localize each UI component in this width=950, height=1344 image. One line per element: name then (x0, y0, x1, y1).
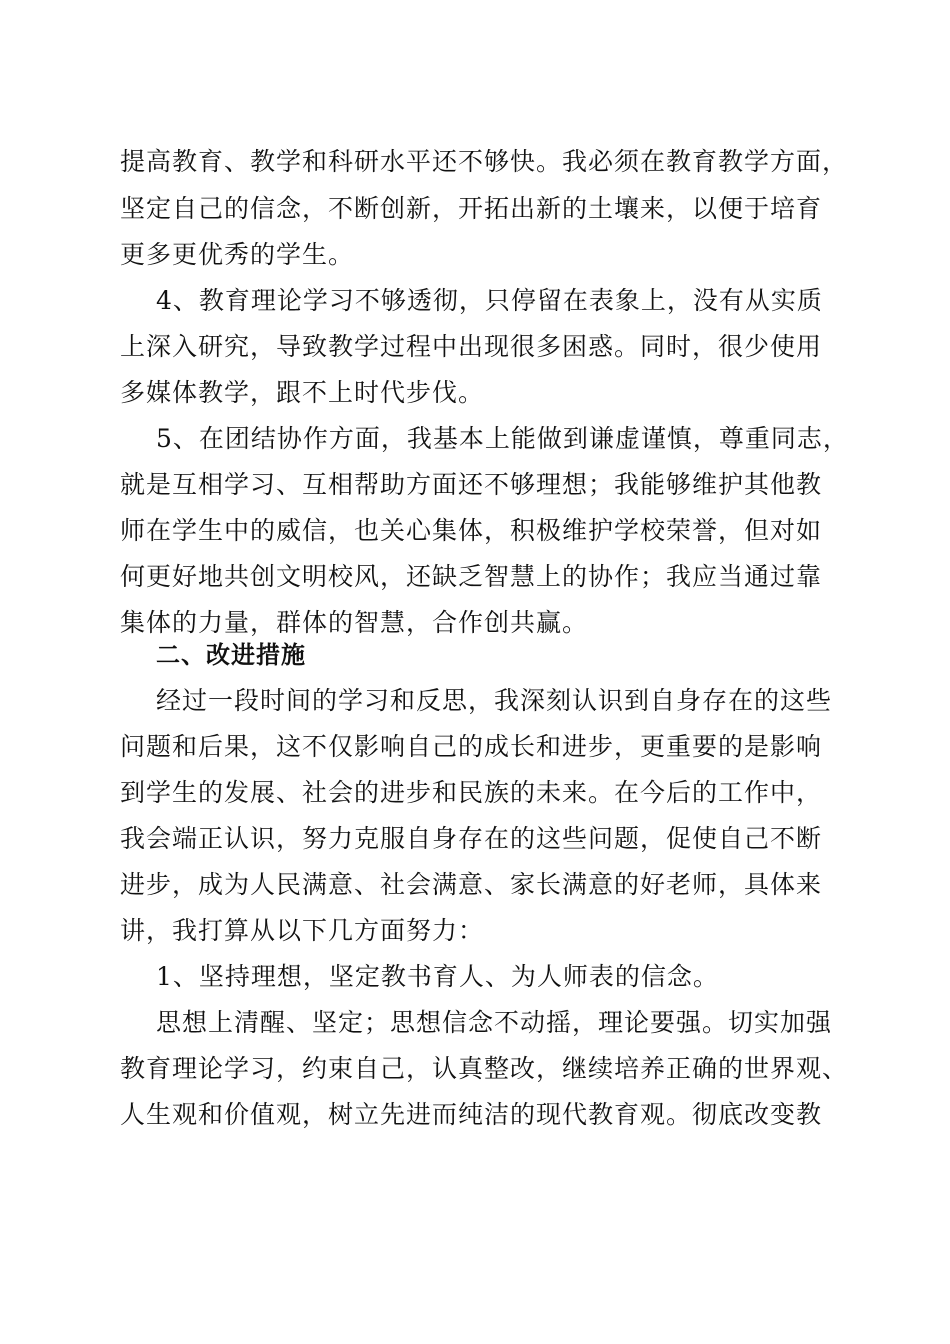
paragraph-item-5: 5、在团结协作方面，我基本上能做到谦虚谨慎，尊重同志， (156, 424, 849, 453)
text-line: 人生观和价值观，树立先进而纯洁的现代教育观。彻底改变教 (120, 1100, 823, 1129)
text-line: 问题和后果，这不仅影响自己的成长和进步，更重要的是影响 (120, 732, 823, 761)
text-line: 集体的力量，群体的智慧，合作创共赢。 (120, 608, 589, 637)
text-line: 到学生的发展、社会的进步和民族的未来。在今后的工作中， (120, 778, 823, 807)
paragraph-item-1: 1、坚持理想，坚定教书育人、为人师表的信念。 (156, 962, 719, 991)
text-line: 上深入研究，导致教学过程中出现很多困惑。同时，很少使用 (120, 332, 823, 361)
section-heading: 二、改进措施 (156, 641, 306, 669)
paragraph-item-4: 4、教育理论学习不够透彻，只停留在表象上，没有从实质 (156, 286, 823, 315)
text-line: 就是互相学习、互相帮助方面还不够理想；我能够维护其他教 (120, 470, 823, 499)
text-line: 教育理论学习，约束自己，认真整改，继续培养正确的世界观、 (120, 1054, 849, 1083)
text-line: 进步，成为人民满意、社会满意、家长满意的好老师，具体来 (120, 870, 823, 899)
text-line: 坚定自己的信念，不断创新，开拓出新的土壤来，以便于培育 (120, 194, 823, 223)
text-line: 提高教育、教学和科研水平还不够快。我必须在教育教学方面， (120, 147, 849, 176)
text-line: 更多更优秀的学生。 (120, 240, 355, 269)
text-line: 我会端正认识，努力克服自身存在的这些问题，促使自己不断 (120, 824, 823, 853)
text-line: 师在学生中的威信，也关心集体，积极维护学校荣誉，但对如 (120, 516, 823, 545)
paragraph-intro: 经过一段时间的学习和反思，我深刻认识到自身存在的这些 (156, 686, 833, 715)
paragraph-body: 思想上清醒、坚定；思想信念不动摇，理论要强。切实加强 (156, 1008, 833, 1037)
text-line: 何更好地共创文明校风，还缺乏智慧上的协作；我应当通过靠 (120, 562, 823, 591)
text-line: 多媒体教学，跟不上时代步伐。 (120, 378, 485, 407)
text-line: 讲，我打算从以下几方面努力： (120, 916, 485, 945)
